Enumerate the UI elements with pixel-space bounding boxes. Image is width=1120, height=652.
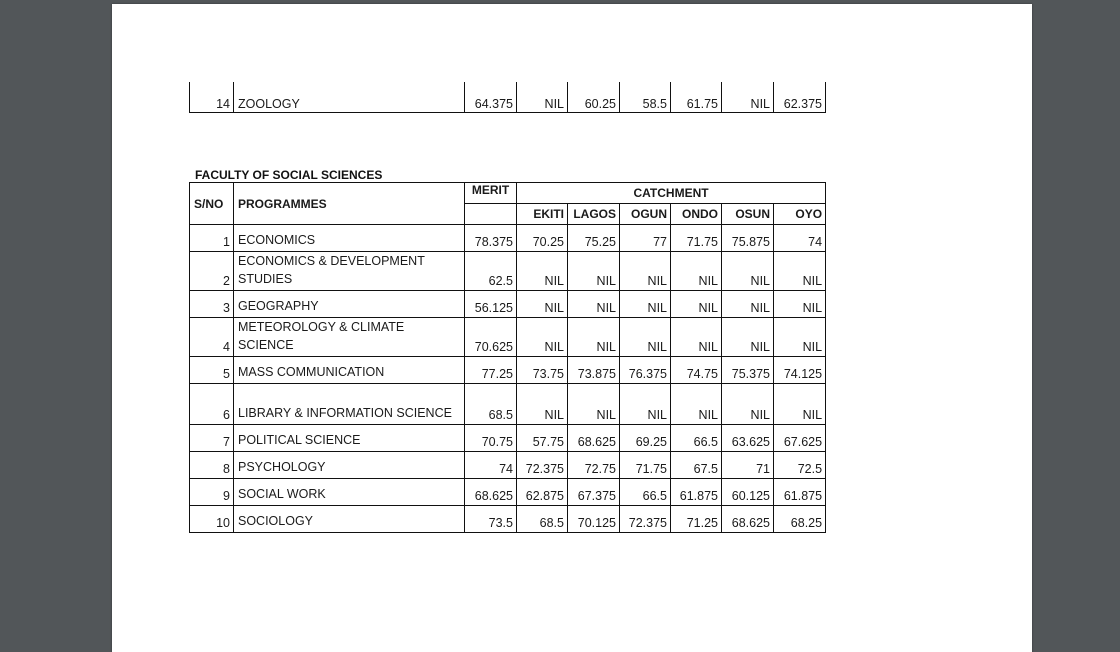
zoology-table bbox=[189, 82, 826, 113]
programme-cell: SOCIOLOGY bbox=[234, 506, 465, 533]
sno-cell: 10 bbox=[190, 506, 234, 533]
document-page bbox=[112, 4, 1032, 652]
merit-cell: 78.375 bbox=[465, 225, 517, 252]
ogun-cell: 66.5 bbox=[620, 479, 671, 506]
ondo-cell: 61.75 bbox=[671, 82, 722, 113]
sno-cell: 5 bbox=[190, 357, 234, 384]
programmes-header: PROGRAMMES bbox=[234, 183, 465, 225]
lagos-cell: 75.25 bbox=[568, 225, 620, 252]
lagos-cell: 60.25 bbox=[568, 82, 620, 113]
osun-cell: 75.875 bbox=[722, 225, 774, 252]
oyo-cell: NIL bbox=[774, 318, 826, 357]
table-row bbox=[190, 82, 826, 113]
sno-cell: 3 bbox=[190, 291, 234, 318]
sno-cell: 8 bbox=[190, 452, 234, 479]
osun-cell: 75.375 bbox=[722, 357, 774, 384]
table-row bbox=[190, 384, 826, 425]
merit-cell: 62.5 bbox=[465, 252, 517, 291]
lagos-cell: 73.875 bbox=[568, 357, 620, 384]
ondo-cell: NIL bbox=[671, 252, 722, 291]
ogun-cell: 58.5 bbox=[620, 82, 671, 113]
osun-cell: NIL bbox=[722, 291, 774, 318]
ekiti-header: EKITI bbox=[517, 204, 568, 225]
lagos-cell: NIL bbox=[568, 291, 620, 318]
osun-cell: NIL bbox=[722, 82, 774, 113]
ekiti-cell: NIL bbox=[517, 252, 568, 291]
ekiti-cell: NIL bbox=[517, 318, 568, 357]
ekiti-cell: NIL bbox=[517, 82, 568, 113]
oyo-cell: 62.375 bbox=[774, 82, 826, 113]
table-row bbox=[190, 291, 826, 318]
merit-cell: 68.625 bbox=[465, 479, 517, 506]
ondo-cell: 74.75 bbox=[671, 357, 722, 384]
lagos-cell: NIL bbox=[568, 252, 620, 291]
oyo-header: OYO bbox=[774, 204, 826, 225]
programme-cell: PSYCHOLOGY bbox=[234, 452, 465, 479]
ondo-cell: 67.5 bbox=[671, 452, 722, 479]
sno-cell: 1 bbox=[190, 225, 234, 252]
table-row bbox=[190, 225, 826, 252]
table-row bbox=[190, 479, 826, 506]
ekiti-cell: 72.375 bbox=[517, 452, 568, 479]
sno-header: S/NO bbox=[190, 183, 234, 225]
table-row bbox=[190, 452, 826, 479]
programme-cell: GEOGRAPHY bbox=[234, 291, 465, 318]
programme-cell: POLITICAL SCIENCE bbox=[234, 425, 465, 452]
ogun-cell: 77 bbox=[620, 225, 671, 252]
sno-cell: 7 bbox=[190, 425, 234, 452]
merit-cell: 74 bbox=[465, 452, 517, 479]
merit-cell: 68.5 bbox=[465, 384, 517, 425]
lagos-cell: 70.125 bbox=[568, 506, 620, 533]
header-row bbox=[190, 183, 826, 204]
oyo-cell: 72.5 bbox=[774, 452, 826, 479]
osun-cell: NIL bbox=[722, 252, 774, 291]
table-row bbox=[190, 425, 826, 452]
oyo-cell: 74 bbox=[774, 225, 826, 252]
lagos-cell: NIL bbox=[568, 318, 620, 357]
sno-cell: 14 bbox=[190, 82, 234, 113]
table-row bbox=[190, 318, 826, 357]
ondo-cell: 71.75 bbox=[671, 225, 722, 252]
oyo-cell: 74.125 bbox=[774, 357, 826, 384]
merit-cell: 73.5 bbox=[465, 506, 517, 533]
ekiti-cell: 57.75 bbox=[517, 425, 568, 452]
osun-cell: 68.625 bbox=[722, 506, 774, 533]
ogun-cell: 71.75 bbox=[620, 452, 671, 479]
merit-cell: 70.625 bbox=[465, 318, 517, 357]
ekiti-cell: NIL bbox=[517, 291, 568, 318]
merit-cell: 56.125 bbox=[465, 291, 517, 318]
ekiti-cell: 70.25 bbox=[517, 225, 568, 252]
table-body bbox=[190, 225, 826, 533]
oyo-cell: 68.25 bbox=[774, 506, 826, 533]
table-row bbox=[190, 506, 826, 533]
ondo-header: ONDO bbox=[671, 204, 722, 225]
ogun-cell: NIL bbox=[620, 291, 671, 318]
social-sciences-table bbox=[189, 182, 826, 533]
ogun-cell: NIL bbox=[620, 252, 671, 291]
programme-cell: LIBRARY & INFORMATION SCIENCE bbox=[234, 384, 465, 425]
table-row bbox=[190, 357, 826, 384]
lagos-cell: NIL bbox=[568, 384, 620, 425]
ekiti-cell: 73.75 bbox=[517, 357, 568, 384]
merit-cell: 77.25 bbox=[465, 357, 517, 384]
sno-cell: 9 bbox=[190, 479, 234, 506]
programme-cell: MASS COMMUNICATION bbox=[234, 357, 465, 384]
osun-cell: NIL bbox=[722, 384, 774, 425]
merit-header: MERIT bbox=[465, 183, 517, 204]
ogun-cell: 72.375 bbox=[620, 506, 671, 533]
ondo-cell: 71.25 bbox=[671, 506, 722, 533]
osun-cell: 60.125 bbox=[722, 479, 774, 506]
oyo-cell: NIL bbox=[774, 252, 826, 291]
sno-cell: 6 bbox=[190, 384, 234, 425]
ondo-cell: 66.5 bbox=[671, 425, 722, 452]
faculty-title: FACULTY OF SOCIAL SCIENCES bbox=[195, 168, 383, 182]
lagos-cell: 72.75 bbox=[568, 452, 620, 479]
ondo-cell: 61.875 bbox=[671, 479, 722, 506]
lagos-cell: 68.625 bbox=[568, 425, 620, 452]
oyo-cell: NIL bbox=[774, 384, 826, 425]
sno-cell: 4 bbox=[190, 318, 234, 357]
oyo-cell: 61.875 bbox=[774, 479, 826, 506]
lagos-header: LAGOS bbox=[568, 204, 620, 225]
sno-cell: 2 bbox=[190, 252, 234, 291]
ogun-header: OGUN bbox=[620, 204, 671, 225]
ondo-cell: NIL bbox=[671, 318, 722, 357]
ogun-cell: 76.375 bbox=[620, 357, 671, 384]
ekiti-cell: 68.5 bbox=[517, 506, 568, 533]
catchment-header: CATCHMENT bbox=[517, 183, 826, 204]
merit-cell: 64.375 bbox=[465, 82, 517, 113]
osun-cell: 71 bbox=[722, 452, 774, 479]
osun-cell: NIL bbox=[722, 318, 774, 357]
ekiti-cell: NIL bbox=[517, 384, 568, 425]
ondo-cell: NIL bbox=[671, 291, 722, 318]
programme-cell: ECONOMICS bbox=[234, 225, 465, 252]
programme-cell: SOCIAL WORK bbox=[234, 479, 465, 506]
ogun-cell: 69.25 bbox=[620, 425, 671, 452]
oyo-cell: 67.625 bbox=[774, 425, 826, 452]
programme-cell: METEOROLOGY & CLIMATE SCIENCE bbox=[234, 318, 465, 357]
ogun-cell: NIL bbox=[620, 318, 671, 357]
ekiti-cell: 62.875 bbox=[517, 479, 568, 506]
ondo-cell: NIL bbox=[671, 384, 722, 425]
ogun-cell: NIL bbox=[620, 384, 671, 425]
oyo-cell: NIL bbox=[774, 291, 826, 318]
table-row bbox=[190, 252, 826, 291]
merit-cell: 70.75 bbox=[465, 425, 517, 452]
merit-header-blank bbox=[465, 204, 517, 225]
programme-cell: ECONOMICS & DEVELOPMENT STUDIES bbox=[234, 252, 465, 291]
osun-cell: 63.625 bbox=[722, 425, 774, 452]
osun-header: OSUN bbox=[722, 204, 774, 225]
programme-cell: ZOOLOGY bbox=[234, 82, 465, 113]
lagos-cell: 67.375 bbox=[568, 479, 620, 506]
